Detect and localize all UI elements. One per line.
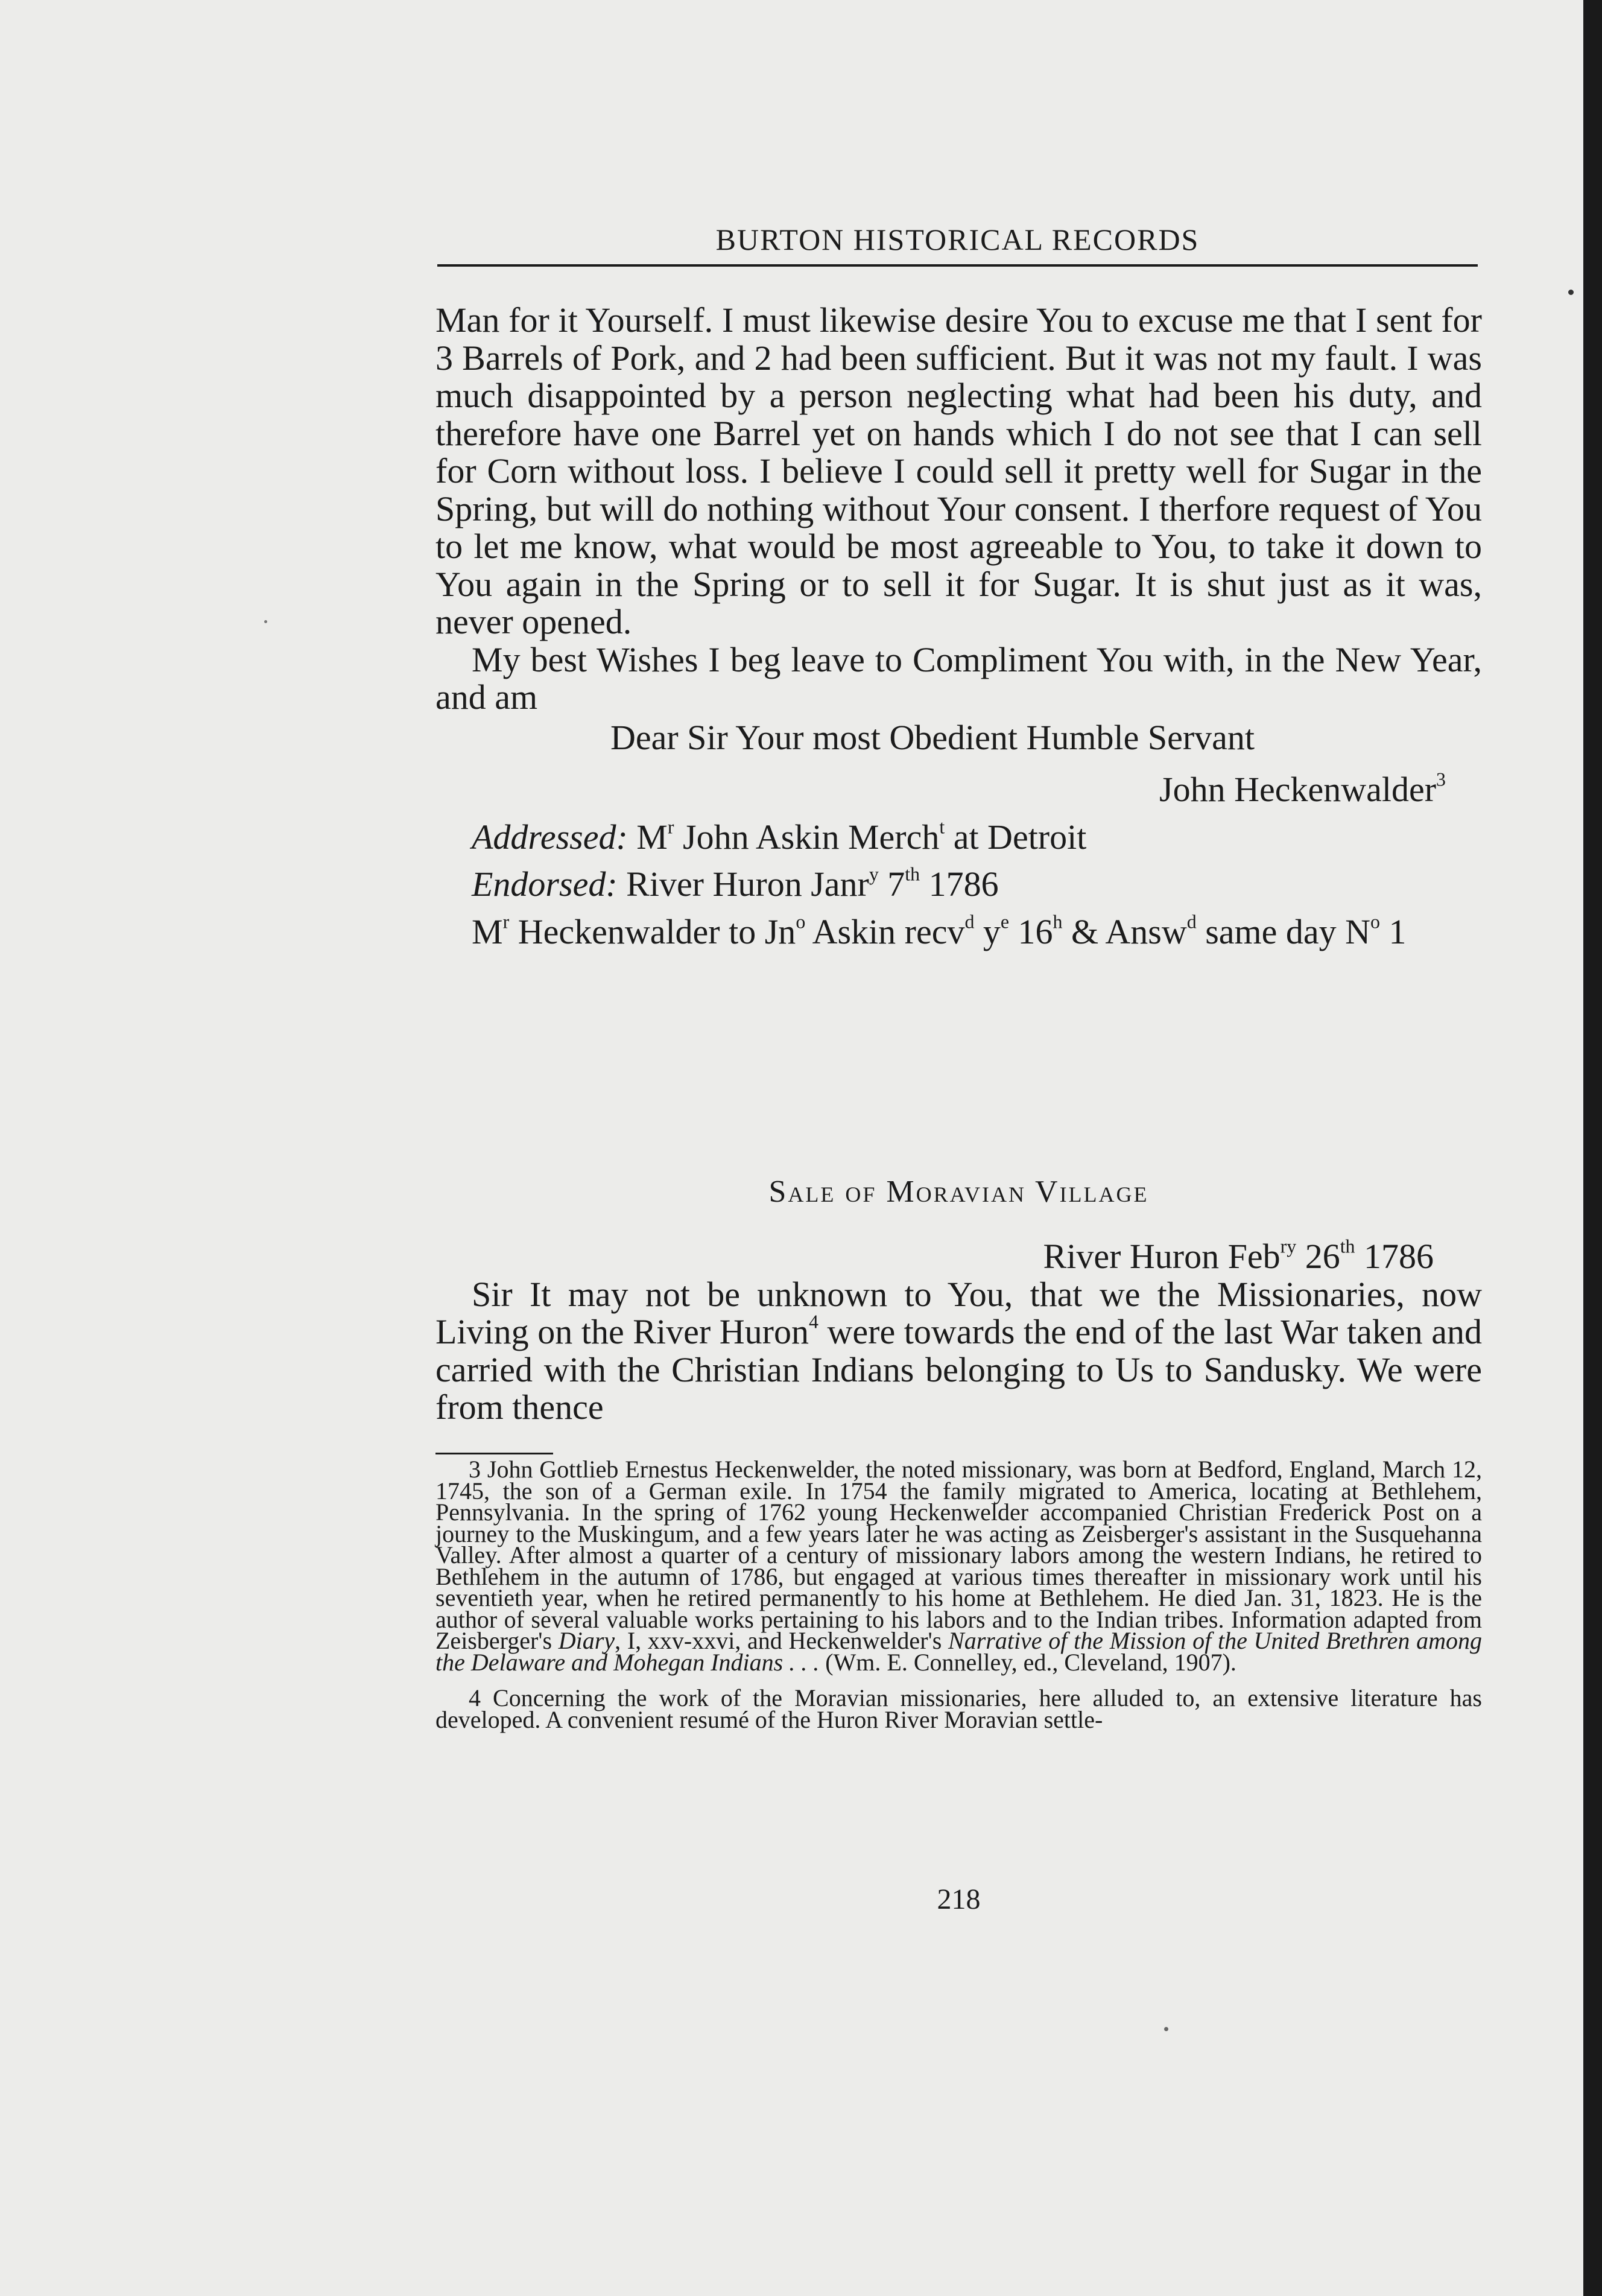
- footnote-3: [435, 1456, 1482, 1676]
- signature-name: John Heckenwalder: [1159, 770, 1437, 809]
- letter-dateline: [435, 1235, 1482, 1276]
- ink-speck: [264, 620, 267, 623]
- superscript: e: [1000, 910, 1010, 932]
- superscript: y: [869, 863, 879, 885]
- superscript: t: [939, 816, 945, 837]
- letter-paragraph: Man for it Yourself. I must likewise desire You to excuse me that I sent for 3 Barrels of Pork, and 2 had been sufficient. But it was not my fault. I was much disappointed by a person neglecting what had been his duty, and therefore have one Barrel yet on hands which I do not see that I can sell for Corn without loss. I believe I could sell it pretty well for Sugar in the Spring, but will do nothing without Your consent. I therfore request of You to let me know, what would be most agreeable to You, to take it down to You again in the Spring or to sell it for Sugar. It is shut just as it was, never opened.: [435, 300, 1482, 641]
- letter-text: Sir It may not be unknown to You, that we the Missionaries, now Living on the River Huron: [435, 1274, 1482, 1351]
- header-rule: [437, 264, 1478, 267]
- superscript: d: [1186, 910, 1197, 932]
- note-text: 1: [1379, 912, 1407, 951]
- dateline-text: 26: [1296, 1237, 1340, 1276]
- footnote-ref: 3: [1436, 769, 1446, 790]
- note-text: Askin recv: [805, 912, 965, 951]
- addressed-line: [435, 816, 1482, 857]
- endorsed-text: 7: [878, 864, 905, 904]
- note-text: M: [472, 912, 503, 951]
- footnote-text: (Wm. E. Connelley, ed., Cleveland, 1907).: [819, 1648, 1236, 1676]
- superscript: th: [905, 863, 920, 885]
- footnotes: [435, 1456, 1482, 1733]
- superscript: r: [667, 816, 674, 837]
- dateline-text: River Huron Feb: [1043, 1237, 1281, 1276]
- ink-speck: [1568, 290, 1574, 295]
- superscript: r: [502, 910, 510, 932]
- page-number: 218: [937, 1883, 981, 1915]
- addressed-label: Addressed:: [472, 817, 628, 857]
- letter-text: were towards the end of the last War taken and carried with the Christian Indians belonging to Us to Sandusky. We were from thence: [435, 1312, 1482, 1427]
- dateline-text: 1786: [1355, 1237, 1434, 1276]
- addressed-text: at Detroit: [945, 817, 1087, 857]
- note-text: Heckenwalder to Jn: [509, 912, 796, 951]
- endorsement-note: [435, 910, 1482, 951]
- footnote-4: 4 Concerning the work of the Moravian missionaries, here alluded to, an extensive literature has developed. A convenient resumé of the Huron River Moravian settle-: [435, 1684, 1482, 1733]
- endorsed-text: River Huron Janr: [617, 864, 869, 904]
- superscript: h: [1053, 910, 1063, 932]
- section-heading: Sale of Moravian Village: [768, 1175, 1149, 1209]
- letter-heckenwalder: [435, 302, 1482, 951]
- superscript: o: [796, 910, 806, 932]
- superscript: d: [964, 910, 975, 932]
- superscript: th: [1340, 1235, 1355, 1257]
- footnote-text: , I, xxv-xxvi, and Heckenwelder's: [615, 1627, 949, 1654]
- superscript: ry: [1280, 1235, 1297, 1257]
- note-text: same day N: [1196, 912, 1371, 951]
- endorsed-label: Endorsed:: [472, 864, 618, 904]
- running-header: BURTON HISTORICAL RECORDS: [715, 223, 1200, 256]
- superscript: o: [1370, 910, 1380, 932]
- footnote-ref: 4: [808, 1311, 818, 1333]
- addressed-text: John Askin Merch: [674, 817, 940, 857]
- footnote-text: 3 John Gottlieb Ernestus Heckenwelder, the noted missionary, was born at Bedford, England, March 12, 1745, the son of a German exile. In 1754 the family migrated to America, locating at Bethlehem, Pennsylvania. In the spring of 1762 young Heckenwelder accompanied Christian Frederick Post on a journey to the Muskingum, and a few years later he was acting as Zeisberger's assistant in the Susquehanna Valley. After almost a quarter of a century of missionary labors among the western Indians, he retired to Bethlehem in the autumn of 1786, but engaged at various times thereafter in missionary work until his seventieth year, when he retired permanently to his home at Bethlehem. He died Jan. 31, 1823. He is the author of several valuable works pertaining to his labors and to the Indian tribes. Information adapted from Zeisberger's: [435, 1456, 1482, 1654]
- note-text: 16: [1009, 912, 1053, 951]
- letter-paragraph: [435, 1276, 1482, 1427]
- letter-paragraph: My best Wishes I beg leave to Compliment You with, in the New Year, and am: [435, 639, 1482, 717]
- endorsed-text: 1786: [920, 864, 999, 904]
- footnote-rule: [435, 1453, 553, 1454]
- endorsed-line: [435, 863, 1482, 904]
- ink-speck: [1164, 2027, 1168, 2031]
- note-text: y: [974, 912, 1001, 951]
- note-text: & Answ: [1062, 912, 1187, 951]
- letter-signature: [435, 771, 1482, 809]
- letter-closing: Dear Sir Your most Obedient Humble Servant: [610, 717, 1255, 757]
- footnote-title: Narrative of the Mission of the United Brethren among the Delaware and Mohegan Indians . . .: [435, 1627, 1482, 1676]
- letter-sale-of-village: [435, 1235, 1482, 1427]
- addressed-text: M: [636, 817, 668, 857]
- footnote-title: Diary: [558, 1627, 615, 1654]
